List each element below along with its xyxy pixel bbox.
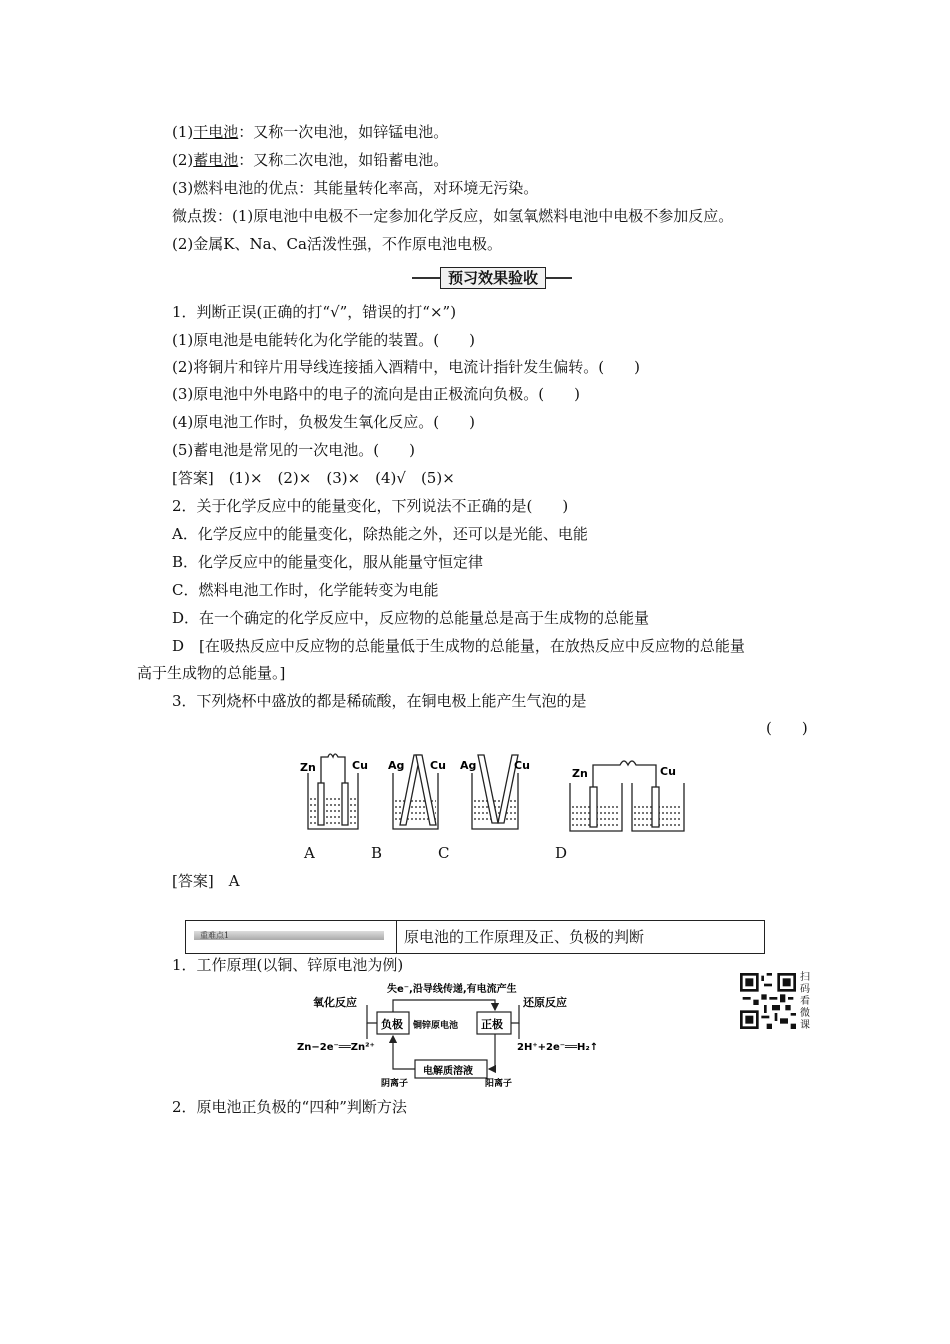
qr-code-icon[interactable] bbox=[740, 973, 796, 1029]
work-principle-heading: 1．工作原理(以铜、锌原电池为例) bbox=[172, 956, 404, 974]
q3-answer: [答案] A bbox=[172, 872, 240, 890]
figure-label-a: A bbox=[304, 844, 315, 862]
q1-stem: 1．判断正误(正确的打“√”，错误的打“×”) bbox=[172, 303, 457, 321]
q3-paren: ( ) bbox=[766, 719, 808, 737]
q2-stem: 2．关于化学反应中的能量变化，下列说法不正确的是( ) bbox=[172, 497, 569, 515]
diagram-positive-electrode: 正极 bbox=[481, 1018, 503, 1031]
label-zn-d: Zn bbox=[572, 767, 588, 780]
intro-line-1: (1)干电池：又称一次电池，如锌锰电池。 bbox=[172, 123, 449, 141]
diagram-oxidation: 氧化反应 bbox=[313, 996, 357, 1009]
tip-line-1: 微点拨：(1)原电池中电极不一定参加化学反应，如氢氧燃料电池中电极不参加反应。 bbox=[172, 207, 734, 225]
diagram-electrolyte: 电解质溶液 bbox=[423, 1066, 473, 1077]
beaker-c bbox=[472, 755, 518, 829]
q1-item-3: (3)原电池中外电路中的电子的流向是由正极流向负极。( ) bbox=[172, 385, 580, 403]
diagram-anion: 阴离子 bbox=[381, 1079, 409, 1089]
qr-caption: 扫码看微课 bbox=[800, 972, 810, 1031]
diagram-reduction: 还原反应 bbox=[523, 996, 567, 1009]
q2-option-a: A．化学反应中的能量变化，除热能之外，还可以是光能、电能 bbox=[172, 525, 588, 543]
q1-item-2: (2)将铜片和锌片用导线连接插入酒精中，电流计指针发生偏转。( ) bbox=[172, 358, 640, 376]
tip-line-2: (2)金属K、Na、Ca活泼性强，不作原电池电极。 bbox=[172, 235, 502, 253]
key-point-title: 原电池的工作原理及正、负极的判断 bbox=[404, 928, 645, 946]
beaker-figures bbox=[290, 745, 710, 860]
term-dry-cell: 干电池 bbox=[193, 123, 239, 141]
label-ag-c: Ag bbox=[460, 759, 477, 772]
diagram-center-label: 铜锌原电池 bbox=[413, 1021, 459, 1031]
intro-line-3: (3)燃料电池的优点：其能量转化率高，对环境无污染。 bbox=[172, 179, 539, 197]
q2-option-d: D．在一个确定的化学反应中，反应物的总能量总是高于生成物的总能量 bbox=[172, 609, 650, 627]
methods-heading: 2．原电池正负极的“四种”判断方法 bbox=[172, 1098, 407, 1116]
q2-answer-line-2: 高于生成物的总能量。] bbox=[137, 664, 286, 682]
key-point-box bbox=[185, 920, 765, 954]
section-title: 预习效果验收 bbox=[440, 267, 546, 289]
q1-item-1: (1)原电池是电能转化为化学能的装置。( ) bbox=[172, 331, 475, 349]
q1-item-5: (5)蓄电池是常见的一次电池。( ) bbox=[172, 441, 415, 459]
q2-option-b: B．化学反应中的能量变化，服从能量守恒定律 bbox=[172, 553, 484, 571]
figure-label-b: B bbox=[371, 844, 383, 862]
label-cu-a: Cu bbox=[352, 759, 368, 772]
label-ag-b: Ag bbox=[388, 759, 405, 772]
term-storage-battery: 蓄电池 bbox=[193, 151, 239, 169]
label-zn-a: Zn bbox=[300, 761, 316, 774]
section-banner bbox=[412, 267, 572, 289]
figure-label-c: C bbox=[438, 844, 450, 862]
diagram-top-label: 失e⁻,沿导线传递,有电流产生 bbox=[387, 984, 517, 995]
diagram-negative-electrode: 负极 bbox=[381, 1018, 403, 1031]
key-point-tag-label: 重难点1 bbox=[194, 931, 384, 940]
q3-stem: 3．下列烧杯中盛放的都是稀硫酸，在铜电极上能产生气泡的是 bbox=[172, 692, 587, 710]
key-point-tag bbox=[186, 921, 397, 953]
diagram-cation: 阳离子 bbox=[485, 1079, 513, 1089]
intro-line-2: (2)蓄电池：又称二次电池，如铅蓄电池。 bbox=[172, 151, 449, 169]
q2-answer-line-1: D [在吸热反应中反应物的总能量低于生成物的总能量，在放热反应中反应物的总能量 bbox=[172, 637, 745, 655]
figure-label-d: D bbox=[555, 844, 568, 862]
q1-answer: [答案] (1)× (2)× (3)× (4)√ (5)× bbox=[172, 469, 455, 487]
label-cu-c: Cu bbox=[514, 759, 530, 772]
q2-option-c: C．燃料电池工作时，化学能转变为电能 bbox=[172, 581, 439, 599]
label-cu-b: Cu bbox=[430, 759, 446, 772]
label-cu-d: Cu bbox=[660, 765, 676, 778]
diagram-positive-equation: 2H⁺+2e⁻══H₂↑ bbox=[517, 1042, 599, 1053]
work-principle-diagram bbox=[295, 978, 615, 1090]
q1-item-4: (4)原电池工作时，负极发生氧化反应。( ) bbox=[172, 413, 475, 431]
diagram-negative-equation: Zn−2e⁻══Zn²⁺ bbox=[297, 1042, 375, 1053]
